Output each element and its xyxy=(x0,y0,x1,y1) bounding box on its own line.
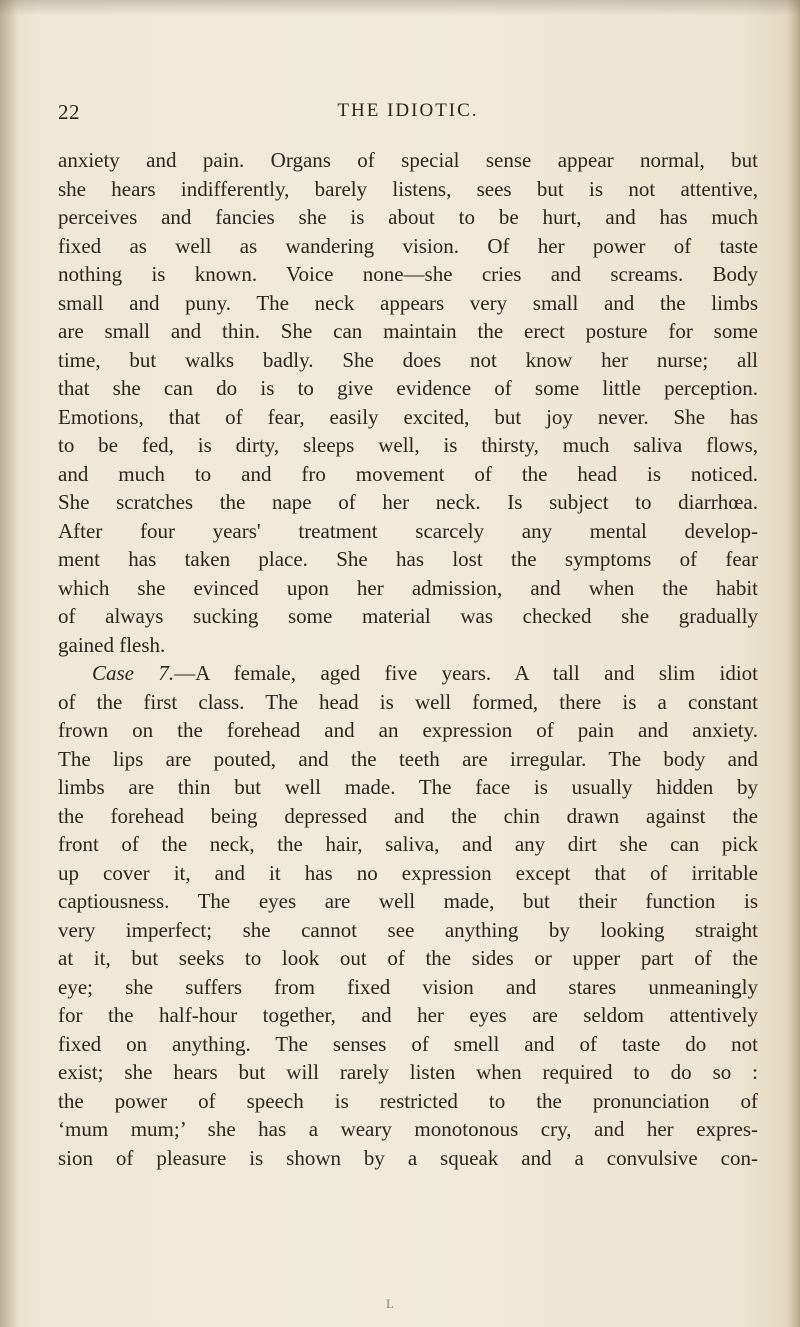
text-line: eye; she suffers from fixed vision and stares unmeaningly xyxy=(58,974,758,999)
text-line: up cover it, and it has no expression except that of irritable xyxy=(58,860,758,885)
page-header xyxy=(58,100,758,130)
text-line: for the half-hour together, and her eyes are seldom attentively xyxy=(58,1003,758,1027)
text-line: gained flesh. xyxy=(58,632,166,657)
text-line: The lips are pouted, and the teeth are irregular. The body and xyxy=(58,746,758,771)
text-line: Emotions, that of fear, easily excited, but joy never. She has xyxy=(58,404,758,429)
text-line: time, but walks badly. She does not know her nurse; all xyxy=(58,347,758,372)
text-line: very imperfect; she cannot see anything by looking straight xyxy=(58,917,758,942)
text-line: are small and thin. She can maintain the erect posture for some xyxy=(58,319,758,343)
text-line: limbs are thin but well made. The face is usually hidden by xyxy=(58,775,758,799)
text-line: ‘mum mum;’ she has a weary monotonous cry, and her expres- xyxy=(58,1117,758,1141)
text-line: She scratches the nape of her neck. Is subject to diarrhœa. xyxy=(58,490,758,514)
text-line: at it, but seeks to look out of the sides or upper part of the xyxy=(58,946,758,970)
text-line: the power of speech is restricted to the pronunciation of xyxy=(58,1088,758,1113)
page-top-shadow xyxy=(0,0,800,16)
paragraph-1 xyxy=(58,146,758,659)
text-line: and much to and fro movement of the head is noticed. xyxy=(58,461,758,486)
text-line: that she can do is to give evidence of some little perception. xyxy=(58,376,758,400)
text-line xyxy=(58,659,758,688)
case-intro: —A female, aged five years. A tall and slim idiot xyxy=(174,661,758,685)
text-line: After four years' treatment scarcely any mental develop- xyxy=(58,518,758,543)
case-label: Case 7. xyxy=(92,661,175,685)
text-line: nothing is known. Voice none—she cries and screams. Body xyxy=(58,262,758,286)
text-line: she hears indifferently, barely listens, sees but is not attentive, xyxy=(58,176,758,201)
paragraph-case-7 xyxy=(58,659,758,1172)
body-text xyxy=(58,146,758,1172)
page-edge-shadow xyxy=(786,0,800,1327)
text-line: anxiety and pain. Organs of special sense appear normal, but xyxy=(58,148,758,172)
text-line: frown on the forehead and an expression of pain and anxiety. xyxy=(58,718,758,742)
text-line: of the first class. The head is well formed, there is a constant xyxy=(58,689,758,714)
text-line: perceives and fancies she is about to be hurt, and has much xyxy=(58,205,758,229)
text-line: fixed as well as wandering vision. Of her power of taste xyxy=(58,233,758,258)
text-line: captiousness. The eyes are well made, but their function is xyxy=(58,889,758,913)
page-number: 22 xyxy=(58,100,80,124)
running-title: THE IDIOTIC. xyxy=(337,100,479,121)
text-line: the forehead being depressed and the chin drawn against the xyxy=(58,803,758,828)
text-line: fixed on anything. The senses of smell and of taste do not xyxy=(58,1031,758,1056)
text-line: to be fed, is dirty, sleeps well, is thirsty, much saliva flows, xyxy=(58,433,758,457)
text-line: exist; she hears but will rarely listen when required to do so : xyxy=(58,1060,758,1084)
page-gutter-shadow xyxy=(0,0,18,1327)
text-line: of always sucking some material was checked she gradually xyxy=(58,604,758,628)
text-line: which she evinced upon her admission, and when the habit xyxy=(58,575,758,600)
text-line: sion of pleasure is shown by a squeak and a convulsive con- xyxy=(58,1145,758,1170)
text-line: front of the neck, the hair, saliva, and any dirt she can pick xyxy=(58,832,758,856)
text-line: small and puny. The neck appears very small and the limbs xyxy=(58,290,758,315)
footer-mark: L xyxy=(386,1296,394,1311)
text-line: ment has taken place. She has lost the symptoms of fear xyxy=(58,547,758,571)
